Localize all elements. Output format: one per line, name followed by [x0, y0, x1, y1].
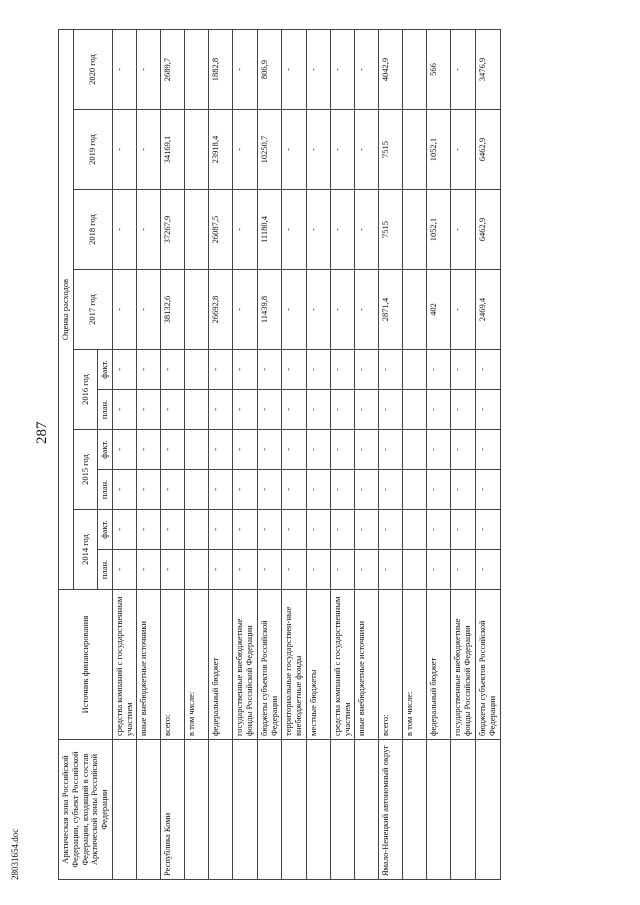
value-2014-plan: - [306, 550, 330, 590]
value-2017: - [355, 270, 379, 350]
value-2017: 11439,8 [257, 270, 282, 350]
table-row [257, 30, 282, 880]
value-2016-plan: - [476, 390, 501, 430]
value-2019: 10250,7 [257, 110, 282, 190]
value-2016-fact: - [137, 350, 161, 390]
value-2019: 1052,1 [427, 110, 451, 190]
value-2017: - [137, 270, 161, 350]
value-2014-fact: - [209, 510, 233, 550]
value-2019 [403, 110, 427, 190]
value-2014-fact: - [427, 510, 451, 550]
value-2017: 402 [427, 270, 451, 350]
value-2014-fact [403, 510, 427, 550]
region-cell [451, 740, 476, 880]
value-2014-plan [185, 550, 209, 590]
region-cell [355, 740, 379, 880]
value-2015-fact: - [161, 430, 185, 470]
value-2015-fact: - [427, 430, 451, 470]
value-2018: - [306, 190, 330, 270]
value-2020: 1882,8 [209, 30, 233, 110]
value-2017: 26692,8 [209, 270, 233, 350]
value-2018: - [137, 190, 161, 270]
value-2015-fact: - [330, 430, 355, 470]
region-cell: Ямало-Ненецкий автономный округ [379, 740, 403, 880]
value-2016-fact: - [427, 350, 451, 390]
value-2014-fact [185, 510, 209, 550]
table-row [403, 30, 427, 880]
value-2017: - [282, 270, 307, 350]
value-2014-fact: - [161, 510, 185, 550]
value-2014-fact: - [306, 510, 330, 550]
table-row [161, 30, 185, 880]
value-2019: - [355, 110, 379, 190]
value-2016-fact: - [355, 350, 379, 390]
value-2016-plan: - [379, 390, 403, 430]
financing-table [58, 29, 501, 880]
value-2019: - [306, 110, 330, 190]
region-cell [112, 740, 137, 880]
value-2016-plan: - [451, 390, 476, 430]
source-cell: бюджеты субъектов Российской Федерации [257, 590, 282, 740]
financing-table-rotated [58, 30, 538, 880]
value-2016-plan: - [233, 390, 258, 430]
value-2015-plan: - [476, 470, 501, 510]
value-2018: - [112, 190, 137, 270]
value-2020: - [137, 30, 161, 110]
value-2015-plan [185, 470, 209, 510]
header-2016-fact: факт. [98, 350, 113, 390]
value-2019: 34169,1 [161, 110, 185, 190]
region-cell [427, 740, 451, 880]
value-2014-plan: - [451, 550, 476, 590]
value-2015-plan: - [112, 470, 137, 510]
value-2014-plan: - [282, 550, 307, 590]
value-2015-plan: - [257, 470, 282, 510]
value-2017: - [330, 270, 355, 350]
value-2015-plan: - [330, 470, 355, 510]
value-2016-fact: - [306, 350, 330, 390]
source-cell: средства компаний с государственным участием [112, 590, 137, 740]
value-2020: - [330, 30, 355, 110]
value-2016-fact: - [282, 350, 307, 390]
document-code: 28031654.doc [10, 828, 20, 880]
value-2019: - [282, 110, 307, 190]
value-2020: 3476,9 [476, 30, 501, 110]
value-2015-plan: - [379, 470, 403, 510]
value-2017: 38132,6 [161, 270, 185, 350]
value-2020 [403, 30, 427, 110]
table-row [233, 30, 258, 880]
value-2014-fact: - [137, 510, 161, 550]
value-2018: 11180,4 [257, 190, 282, 270]
value-2017: 2469,4 [476, 270, 501, 350]
value-2020: 806,9 [257, 30, 282, 110]
value-2014-plan: - [476, 550, 501, 590]
value-2015-fact: - [137, 430, 161, 470]
value-2014-fact: - [257, 510, 282, 550]
region-cell [209, 740, 233, 880]
value-2015-fact: - [379, 430, 403, 470]
source-cell: средства компаний с государственным участием [330, 590, 355, 740]
value-2016-plan: - [355, 390, 379, 430]
value-2014-plan: - [112, 550, 137, 590]
value-2014-plan: - [257, 550, 282, 590]
header-year-2018: 2018 год [73, 190, 112, 270]
value-2019 [185, 110, 209, 190]
value-2019: 23918,4 [209, 110, 233, 190]
value-2017: - [306, 270, 330, 350]
value-2015-fact [403, 430, 427, 470]
value-2015-plan: - [451, 470, 476, 510]
header-2016-plan: план. [98, 390, 113, 430]
region-cell [476, 740, 501, 880]
value-2019: - [330, 110, 355, 190]
source-cell: иные внебюджетные источники [137, 590, 161, 740]
source-cell: бюджеты субъектов Российской Федерации [476, 590, 501, 740]
header-zone: Арктическая зона Российской Федерации, субъект Российской Федерации, входящий в состав Арктической зоны Российской Федерации [59, 740, 113, 880]
value-2019: 6462,9 [476, 110, 501, 190]
table-row [451, 30, 476, 880]
table-header [59, 30, 113, 880]
value-2016-plan: - [306, 390, 330, 430]
header-2015-plan: план. [98, 470, 113, 510]
value-2015-fact: - [476, 430, 501, 470]
value-2014-fact: - [451, 510, 476, 550]
value-2016-plan: - [137, 390, 161, 430]
table-row [476, 30, 501, 880]
header-year-2019: 2019 год [73, 110, 112, 190]
value-2015-fact: - [209, 430, 233, 470]
value-2014-plan [403, 550, 427, 590]
value-2016-plan: - [209, 390, 233, 430]
value-2015-fact: - [355, 430, 379, 470]
value-2015-plan: - [233, 470, 258, 510]
table-row [112, 30, 137, 880]
value-2018: - [355, 190, 379, 270]
region-cell [330, 740, 355, 880]
value-2016-fact: - [112, 350, 137, 390]
value-2014-fact: - [282, 510, 307, 550]
value-2020: 566 [427, 30, 451, 110]
value-2017: 2871,4 [379, 270, 403, 350]
header-2014-fact: факт. [98, 510, 113, 550]
value-2014-plan: - [209, 550, 233, 590]
header-2015-fact: факт. [98, 430, 113, 470]
header-year-2020: 2020 год [73, 30, 112, 110]
value-2015-fact: - [112, 430, 137, 470]
value-2018 [185, 190, 209, 270]
page-number: 287 [34, 421, 50, 444]
region-cell [185, 740, 209, 880]
value-2015-plan: - [161, 470, 185, 510]
value-2014-fact: - [476, 510, 501, 550]
value-2016-plan: - [330, 390, 355, 430]
value-2015-fact: - [233, 430, 258, 470]
value-2019: - [233, 110, 258, 190]
region-cell [282, 740, 307, 880]
value-2014-plan: - [355, 550, 379, 590]
header-year-2015: 2015 год [73, 430, 97, 510]
table-row [330, 30, 355, 880]
value-2015-fact: - [306, 430, 330, 470]
value-2014-fact: - [330, 510, 355, 550]
value-2016-fact: - [161, 350, 185, 390]
table-row [185, 30, 209, 880]
value-2015-plan: - [427, 470, 451, 510]
value-2016-fact: - [209, 350, 233, 390]
table-row [306, 30, 330, 880]
value-2015-fact: - [451, 430, 476, 470]
value-2014-fact: - [233, 510, 258, 550]
value-2016-fact: - [451, 350, 476, 390]
value-2016-fact: - [233, 350, 258, 390]
value-2016-plan: - [161, 390, 185, 430]
header-source: Источник финансирования [59, 590, 113, 740]
value-2015-plan: - [137, 470, 161, 510]
value-2016-plan: - [112, 390, 137, 430]
value-2014-plan: - [330, 550, 355, 590]
value-2014-fact: - [379, 510, 403, 550]
value-2017: - [451, 270, 476, 350]
source-cell: федеральный бюджет [209, 590, 233, 740]
value-2016-plan: - [427, 390, 451, 430]
value-2016-fact: - [476, 350, 501, 390]
value-2020: - [355, 30, 379, 110]
value-2015-fact: - [257, 430, 282, 470]
value-2015-plan: - [209, 470, 233, 510]
table-body [112, 30, 500, 880]
value-2016-fact [185, 350, 209, 390]
value-2015-fact [185, 430, 209, 470]
value-2018: - [330, 190, 355, 270]
value-2020: - [112, 30, 137, 110]
table-row [282, 30, 307, 880]
source-cell: в том числе: [185, 590, 209, 740]
value-2014-fact: - [355, 510, 379, 550]
value-2015-plan: - [306, 470, 330, 510]
region-cell [306, 740, 330, 880]
value-2014-plan: - [427, 550, 451, 590]
header-year-2014: 2014 год [73, 510, 97, 590]
value-2018: 1052,1 [427, 190, 451, 270]
source-cell: всего: [161, 590, 185, 740]
source-cell: федеральный бюджет [427, 590, 451, 740]
value-2018: - [233, 190, 258, 270]
value-2018 [403, 190, 427, 270]
header-estimate: Оценка расходов [59, 30, 74, 590]
value-2015-plan: - [355, 470, 379, 510]
value-2016-fact: - [330, 350, 355, 390]
value-2018: 6462,9 [476, 190, 501, 270]
source-cell: местные бюджеты [306, 590, 330, 740]
value-2017 [403, 270, 427, 350]
value-2018: 26087,5 [209, 190, 233, 270]
value-2018: 7515 [379, 190, 403, 270]
value-2019: - [112, 110, 137, 190]
region-cell [233, 740, 258, 880]
header-year-2017: 2017 год [73, 270, 112, 350]
value-2020: - [233, 30, 258, 110]
source-cell: территориальные государствен-ные внебюджетные фонды [282, 590, 307, 740]
value-2016-plan: - [282, 390, 307, 430]
value-2019: 7515 [379, 110, 403, 190]
source-cell: всего: [379, 590, 403, 740]
value-2014-plan: - [161, 550, 185, 590]
value-2015-plan: - [282, 470, 307, 510]
value-2016-fact [403, 350, 427, 390]
header-2014-plan: план. [98, 550, 113, 590]
value-2014-fact: - [112, 510, 137, 550]
value-2018: - [282, 190, 307, 270]
table-row [209, 30, 233, 880]
table-row [427, 30, 451, 880]
value-2017 [185, 270, 209, 350]
source-cell: государственные внебюджетные фонды Российской Федерации [233, 590, 258, 740]
region-cell [257, 740, 282, 880]
table-row [137, 30, 161, 880]
value-2020: 2689,7 [161, 30, 185, 110]
value-2016-plan: - [257, 390, 282, 430]
value-2020: - [451, 30, 476, 110]
value-2018: - [451, 190, 476, 270]
value-2017: - [233, 270, 258, 350]
source-cell: в том числе: [403, 590, 427, 740]
value-2014-plan: - [379, 550, 403, 590]
value-2016-fact: - [257, 350, 282, 390]
value-2016-fact: - [379, 350, 403, 390]
value-2019: - [137, 110, 161, 190]
value-2017: - [112, 270, 137, 350]
source-cell: иные внебюджетные источники [355, 590, 379, 740]
table-row [379, 30, 403, 880]
region-cell: Республика Коми [161, 740, 185, 880]
value-2020: - [306, 30, 330, 110]
region-cell [403, 740, 427, 880]
value-2016-plan [403, 390, 427, 430]
value-2015-plan [403, 470, 427, 510]
region-cell [137, 740, 161, 880]
value-2015-fact: - [282, 430, 307, 470]
source-cell: государственные внебюджетные фонды Российской Федерации [451, 590, 476, 740]
value-2020: - [282, 30, 307, 110]
value-2016-plan [185, 390, 209, 430]
value-2014-plan: - [233, 550, 258, 590]
value-2014-plan: - [137, 550, 161, 590]
table-row [355, 30, 379, 880]
value-2018: 37267,9 [161, 190, 185, 270]
value-2020 [185, 30, 209, 110]
value-2020: 4042,9 [379, 30, 403, 110]
header-year-2016: 2016 год [73, 350, 97, 430]
value-2019: - [451, 110, 476, 190]
